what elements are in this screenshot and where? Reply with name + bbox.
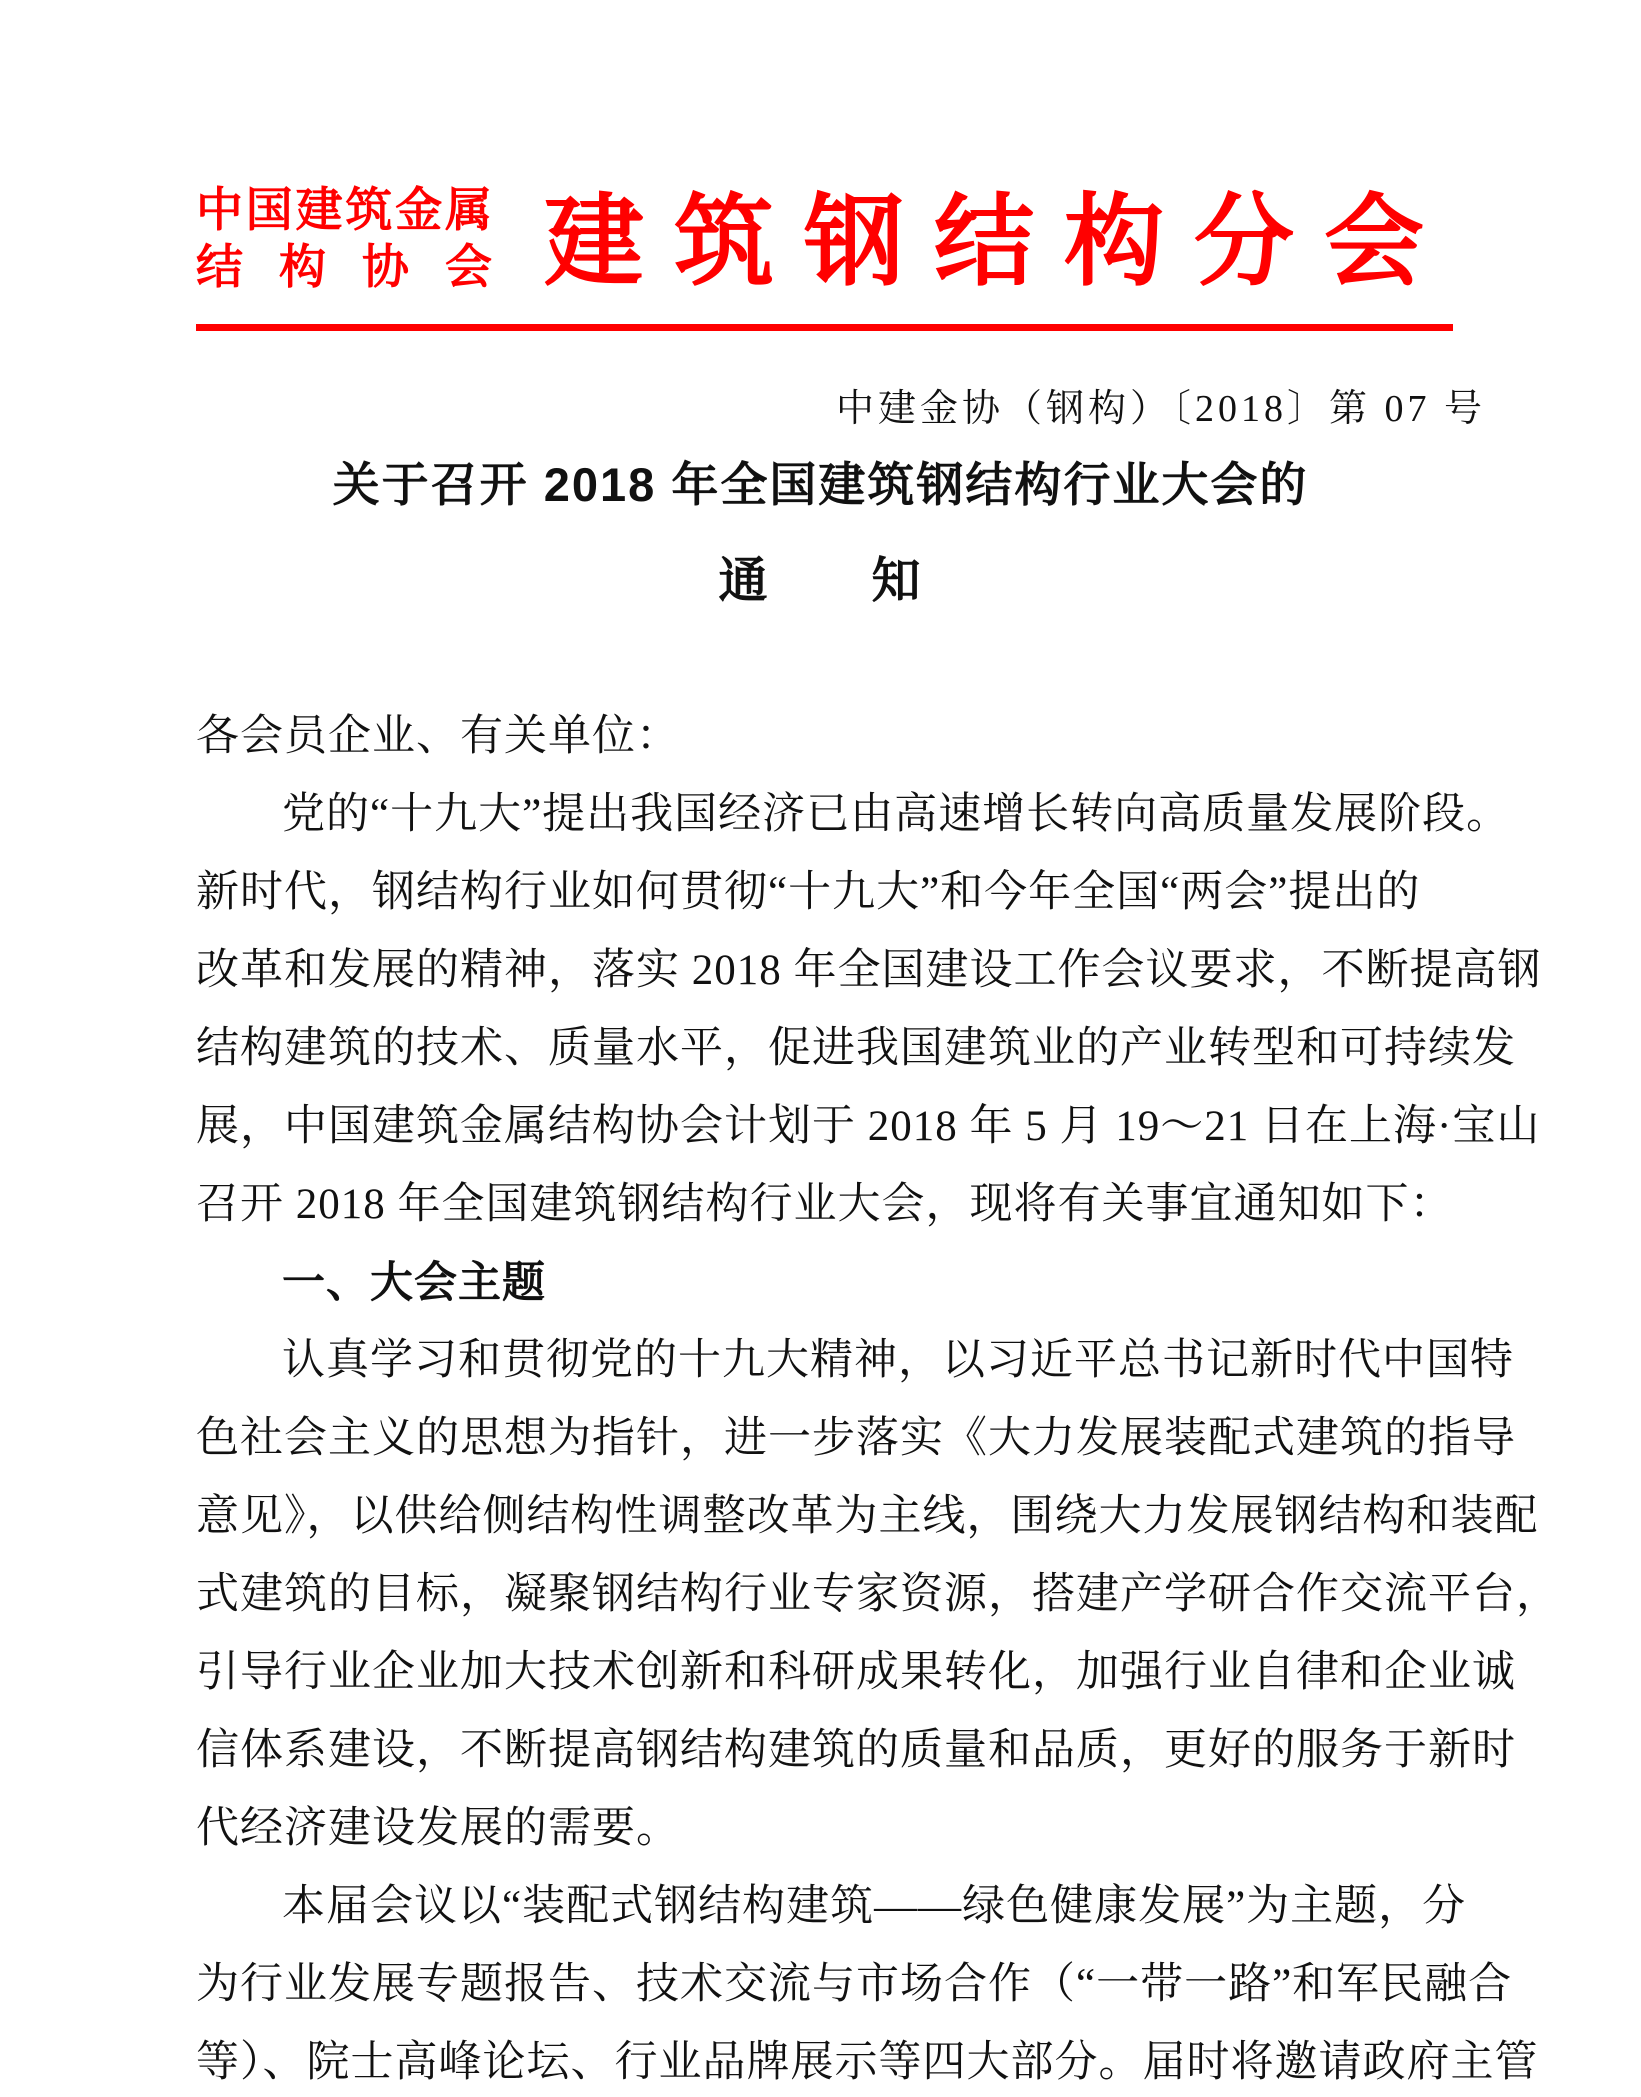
- body-line: 党的“十九大”提出我国经济已由高速增长转向高质量发展阶段。: [282, 791, 1511, 838]
- letterhead: [196, 183, 1641, 297]
- org-name-block: [196, 183, 492, 297]
- body-line: 新时代，钢结构行业如何贯彻“十九大”和今年全国“两会”提出的: [196, 869, 1421, 916]
- red-divider-line: [196, 324, 1453, 331]
- body-line: 结构建筑的技术、质量水平，促进我国建筑业的产业转型和可持续发: [196, 1025, 1516, 1072]
- body-line: 引导行业企业加大技术创新和科研成果转化，加强行业自律和企业诚: [196, 1649, 1516, 1696]
- body-line: 意见》，以供给侧结构性调整改革为主线，围绕大力发展钢结构和装配: [196, 1493, 1539, 1540]
- body-line: 为行业发展专题报告、技术交流与市场合作（“一带一路”和军民融合: [196, 1961, 1513, 2008]
- section-heading-conference-theme: 一、大会主题: [282, 1259, 546, 1307]
- org-name-line1: 中国建筑金属: [196, 185, 492, 237]
- body-line: 色社会主义的思想为指针，进一步落实《大力发展装配式建筑的指导: [196, 1415, 1516, 1462]
- body-line: 等）、院士高峰论坛、行业品牌展示等四大部分。届时将邀请政府主管: [196, 2039, 1539, 2086]
- document-title-line1: 关于召开 2018 年全国建筑钢结构行业大会的: [332, 458, 1309, 511]
- body-line: 认真学习和贯彻党的十九大精神，以习近平总书记新时代中国特: [282, 1337, 1514, 1384]
- document-body: [196, 698, 1560, 2097]
- body-line: 改革和发展的精神，落实 2018 年全国建设工作会议要求，不断提高钢: [196, 947, 1542, 994]
- branch-title: 建筑钢结构分会: [544, 187, 1454, 298]
- document-number: 中建金协（钢构）〔2018〕第 07 号: [835, 388, 1486, 430]
- body-line: 本届会议以“装配式钢结构建筑——绿色健康发展”为主题，分: [282, 1883, 1467, 1930]
- body-line: 信体系建设，不断提高钢结构建筑的质量和品质，更好的服务于新时: [196, 1727, 1516, 1774]
- body-line: 展，中国建筑金属结构协会计划于 2018 年 5 月 19～21 日在上海·宝山: [196, 1103, 1541, 1150]
- document-title-line2: 通 知: [718, 554, 923, 608]
- document-title: [0, 456, 1641, 610]
- body-line: 召开 2018 年全国建筑钢结构行业大会，现将有关事宜通知如下：: [196, 1181, 1454, 1228]
- salutation-line: 各会员企业、有关单位：: [196, 713, 680, 760]
- body-line: 式建筑的目标，凝聚钢结构行业专家资源，搭建产学研合作交流平台，: [196, 1571, 1560, 1618]
- org-name-line2: 结构协会: [196, 242, 492, 294]
- body-line: 代经济建设发展的需要。: [196, 1805, 680, 1852]
